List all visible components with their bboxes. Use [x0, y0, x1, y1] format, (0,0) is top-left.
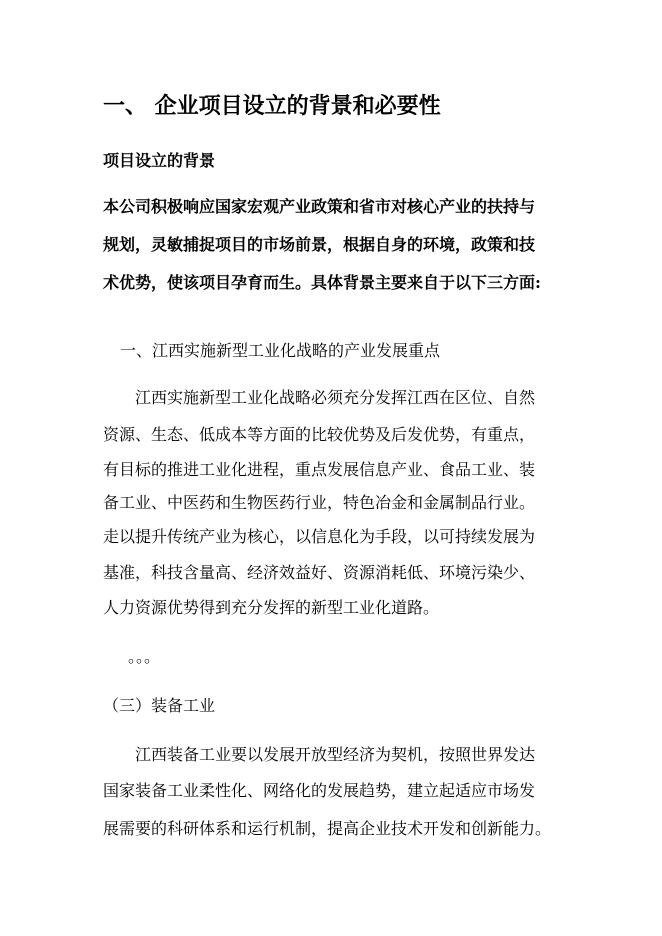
paragraph-line: 备工业、中医药和生物医药行业，特色冶金和金属制品行业。 — [103, 493, 536, 512]
subsection-title: 一、江西实施新型工业化战略的产业发展重点 — [120, 341, 441, 360]
paragraph-line: 江西装备工业要以发展开放型经济为契机，按照世界发达 — [135, 745, 536, 764]
paragraph-line: 国家装备工业柔性化、网络化的发展趋势，建立起适应市场发 — [103, 781, 536, 800]
paragraph-line: 走以提升传统产业为核心，以信息化为手段，以可持续发展为 — [103, 527, 536, 546]
paragraph-line: 人力资源优势得到充分发挥的新型工业化道路。 — [103, 598, 440, 617]
paragraph-line: 江西实施新型工业化战略必须充分发挥江西在区位、自然 — [135, 388, 536, 407]
page-title: 一、 企业项目设立的背景和必要性 — [103, 93, 441, 119]
paragraph-line: 基准，科技含量高、经济效益好、资源消耗低、环境污染少、 — [103, 563, 536, 582]
intro-line: 本公司积极响应国家宏观产业政策和省市对核心产业的扶持与 — [103, 197, 536, 216]
paragraph-line: 展需要的科研体系和运行机制，提高企业技术开发和创新能力。 — [103, 819, 552, 838]
section-heading: 项目设立的背景 — [103, 151, 216, 170]
subsection-title: （三）装备工业 — [103, 696, 216, 715]
intro-line: 规划，灵敏捕捉项目的市场前景，根据自身的环境，政策和技 — [103, 235, 536, 254]
ellipsis: 。。。 — [128, 647, 161, 666]
intro-line: 术优势，使该项目孕育而生。具体背景主要来自于以下三方面: — [103, 273, 541, 292]
paragraph-line: 有目标的推进工业化进程，重点发展信息产业、食品工业、装 — [103, 460, 536, 479]
paragraph-line: 资源、生态、低成本等方面的比较优势及后发优势，有重点， — [103, 425, 536, 444]
